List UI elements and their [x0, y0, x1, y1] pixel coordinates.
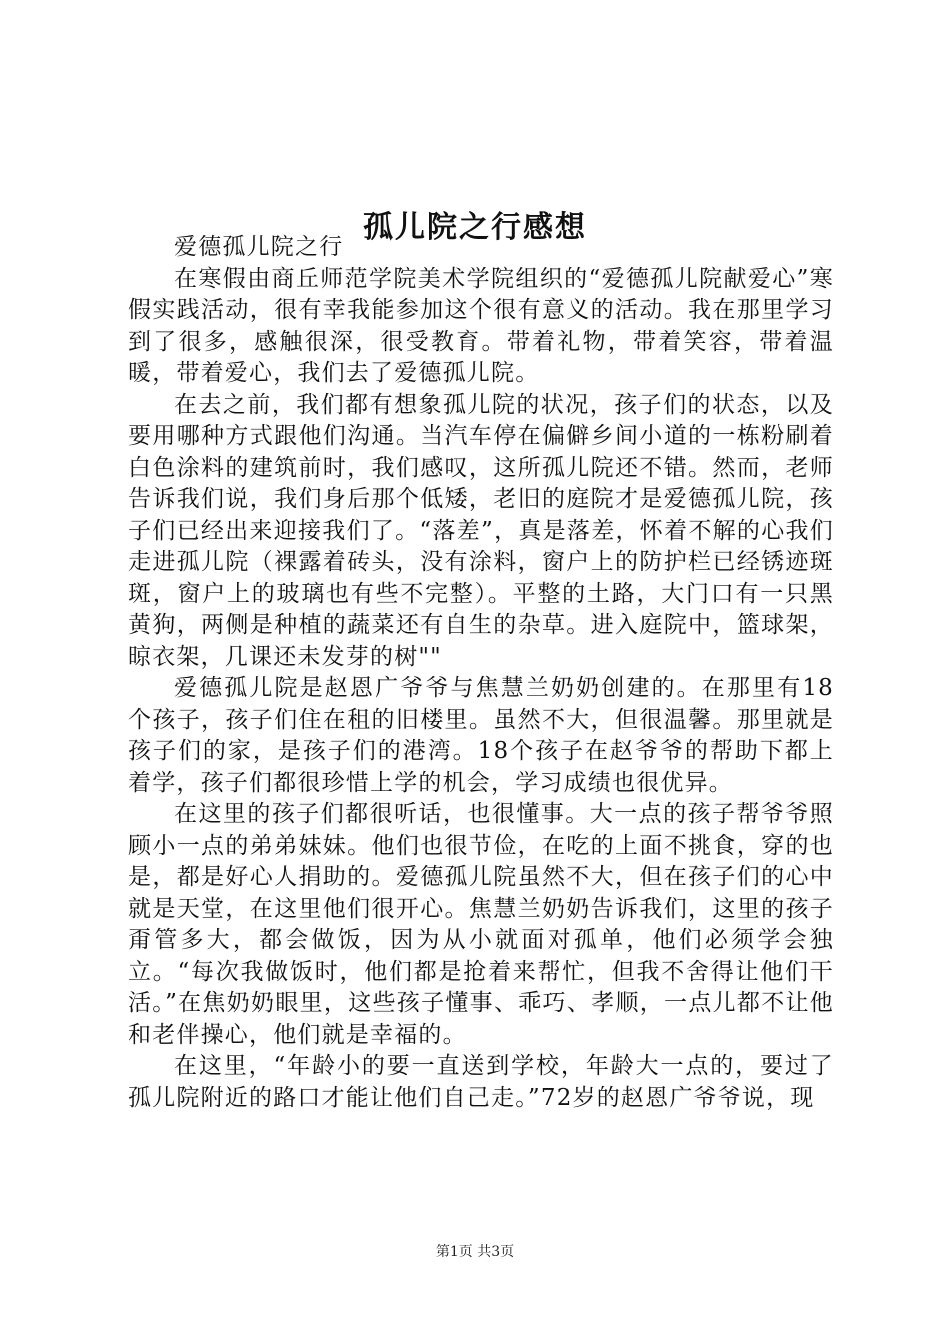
paragraph-3: 爱德孤儿院是赵恩广爷爷与焦慧兰奶奶创建的。在那里有18个孩子，孩子们住在租的旧楼里。虽然不大，但很温馨。那里就是孩子们的家，是孩子们的港湾。18个孩子在赵爷爷的帮助下都上着学，孩子们都很珍惜上学的机会，学习成绩也很优异。 [128, 675, 834, 796]
paragraph-4: 在这里的孩子们都很听话，也很懂事。大一点的孩子帮爷爷照顾小一点的弟弟妹妹。他们也很节俭，在吃的上面不挑食，穿的也是，都是好心人捐助的。爱德孤儿院虽然不大，但在孩子们的心中就是天堂，在这里他们很开心。焦慧兰奶奶告诉我们，这里的孩子甭管多大，都会做饭，因为从小就面对孤单，他们必须学会独立。“每次我做饭时，他们都是抢着来帮忙，但我不舍得让他们干活。”在焦奶奶眼里，这些孩子懂事、乖巧、孝顺，一点儿都不让他和老伴操心，他们就是幸福的。 [128, 801, 834, 1048]
paragraph-1: 在寒假由商丘师范学院美术学院组织的“爱德孤儿院献爱心”寒假实践活动，很有幸我能参加这个很有意义的活动。我在那里学习到了很多，感触很深，很受教育。带着礼物，带着笑容，带着温暖，带着爱心，我们去了爱德孤儿院。 [128, 265, 834, 386]
page-footer: 第1页 共3页 [435, 1244, 515, 1260]
paragraph-5: 在这里，“年龄小的要一直送到学校，年龄大一点的，要过了孤儿院附近的路口才能让他们自己走。”72岁的赵恩广爷爷说，现 [128, 1053, 834, 1111]
document-title: 孤儿院之行感想 [363, 210, 587, 246]
paragraph-2: 在去之前，我们都有想象孤儿院的状况，孩子们的状态，以及要用哪种方式跟他们沟通。当汽车停在偏僻乡间小道的一栋粉刷着白色涂料的建筑前时，我们感叹，这所孤儿院还不错。然而，老师告诉我们说，我们身后那个低矮，老旧的庭院才是爱德孤儿院，孩子们已经出来迎接我们了。“落差”，真是落差，怀着不解的心我们走进孤儿院（裸露着砖头，没有涂料，窗户上的防护栏已经锈迹斑斑，窗户上的玻璃也有些不完整）。平整的土路，大门口有一只黑黄狗，两侧是种植的蔬菜还有自生的杂草。进入庭院中，篮球架，晾衣架，几课还未发芽的树"" [128, 391, 834, 670]
document-body [128, 232, 834, 1114]
paragraph-subtitle: 爱德孤儿院之行 [174, 234, 344, 260]
